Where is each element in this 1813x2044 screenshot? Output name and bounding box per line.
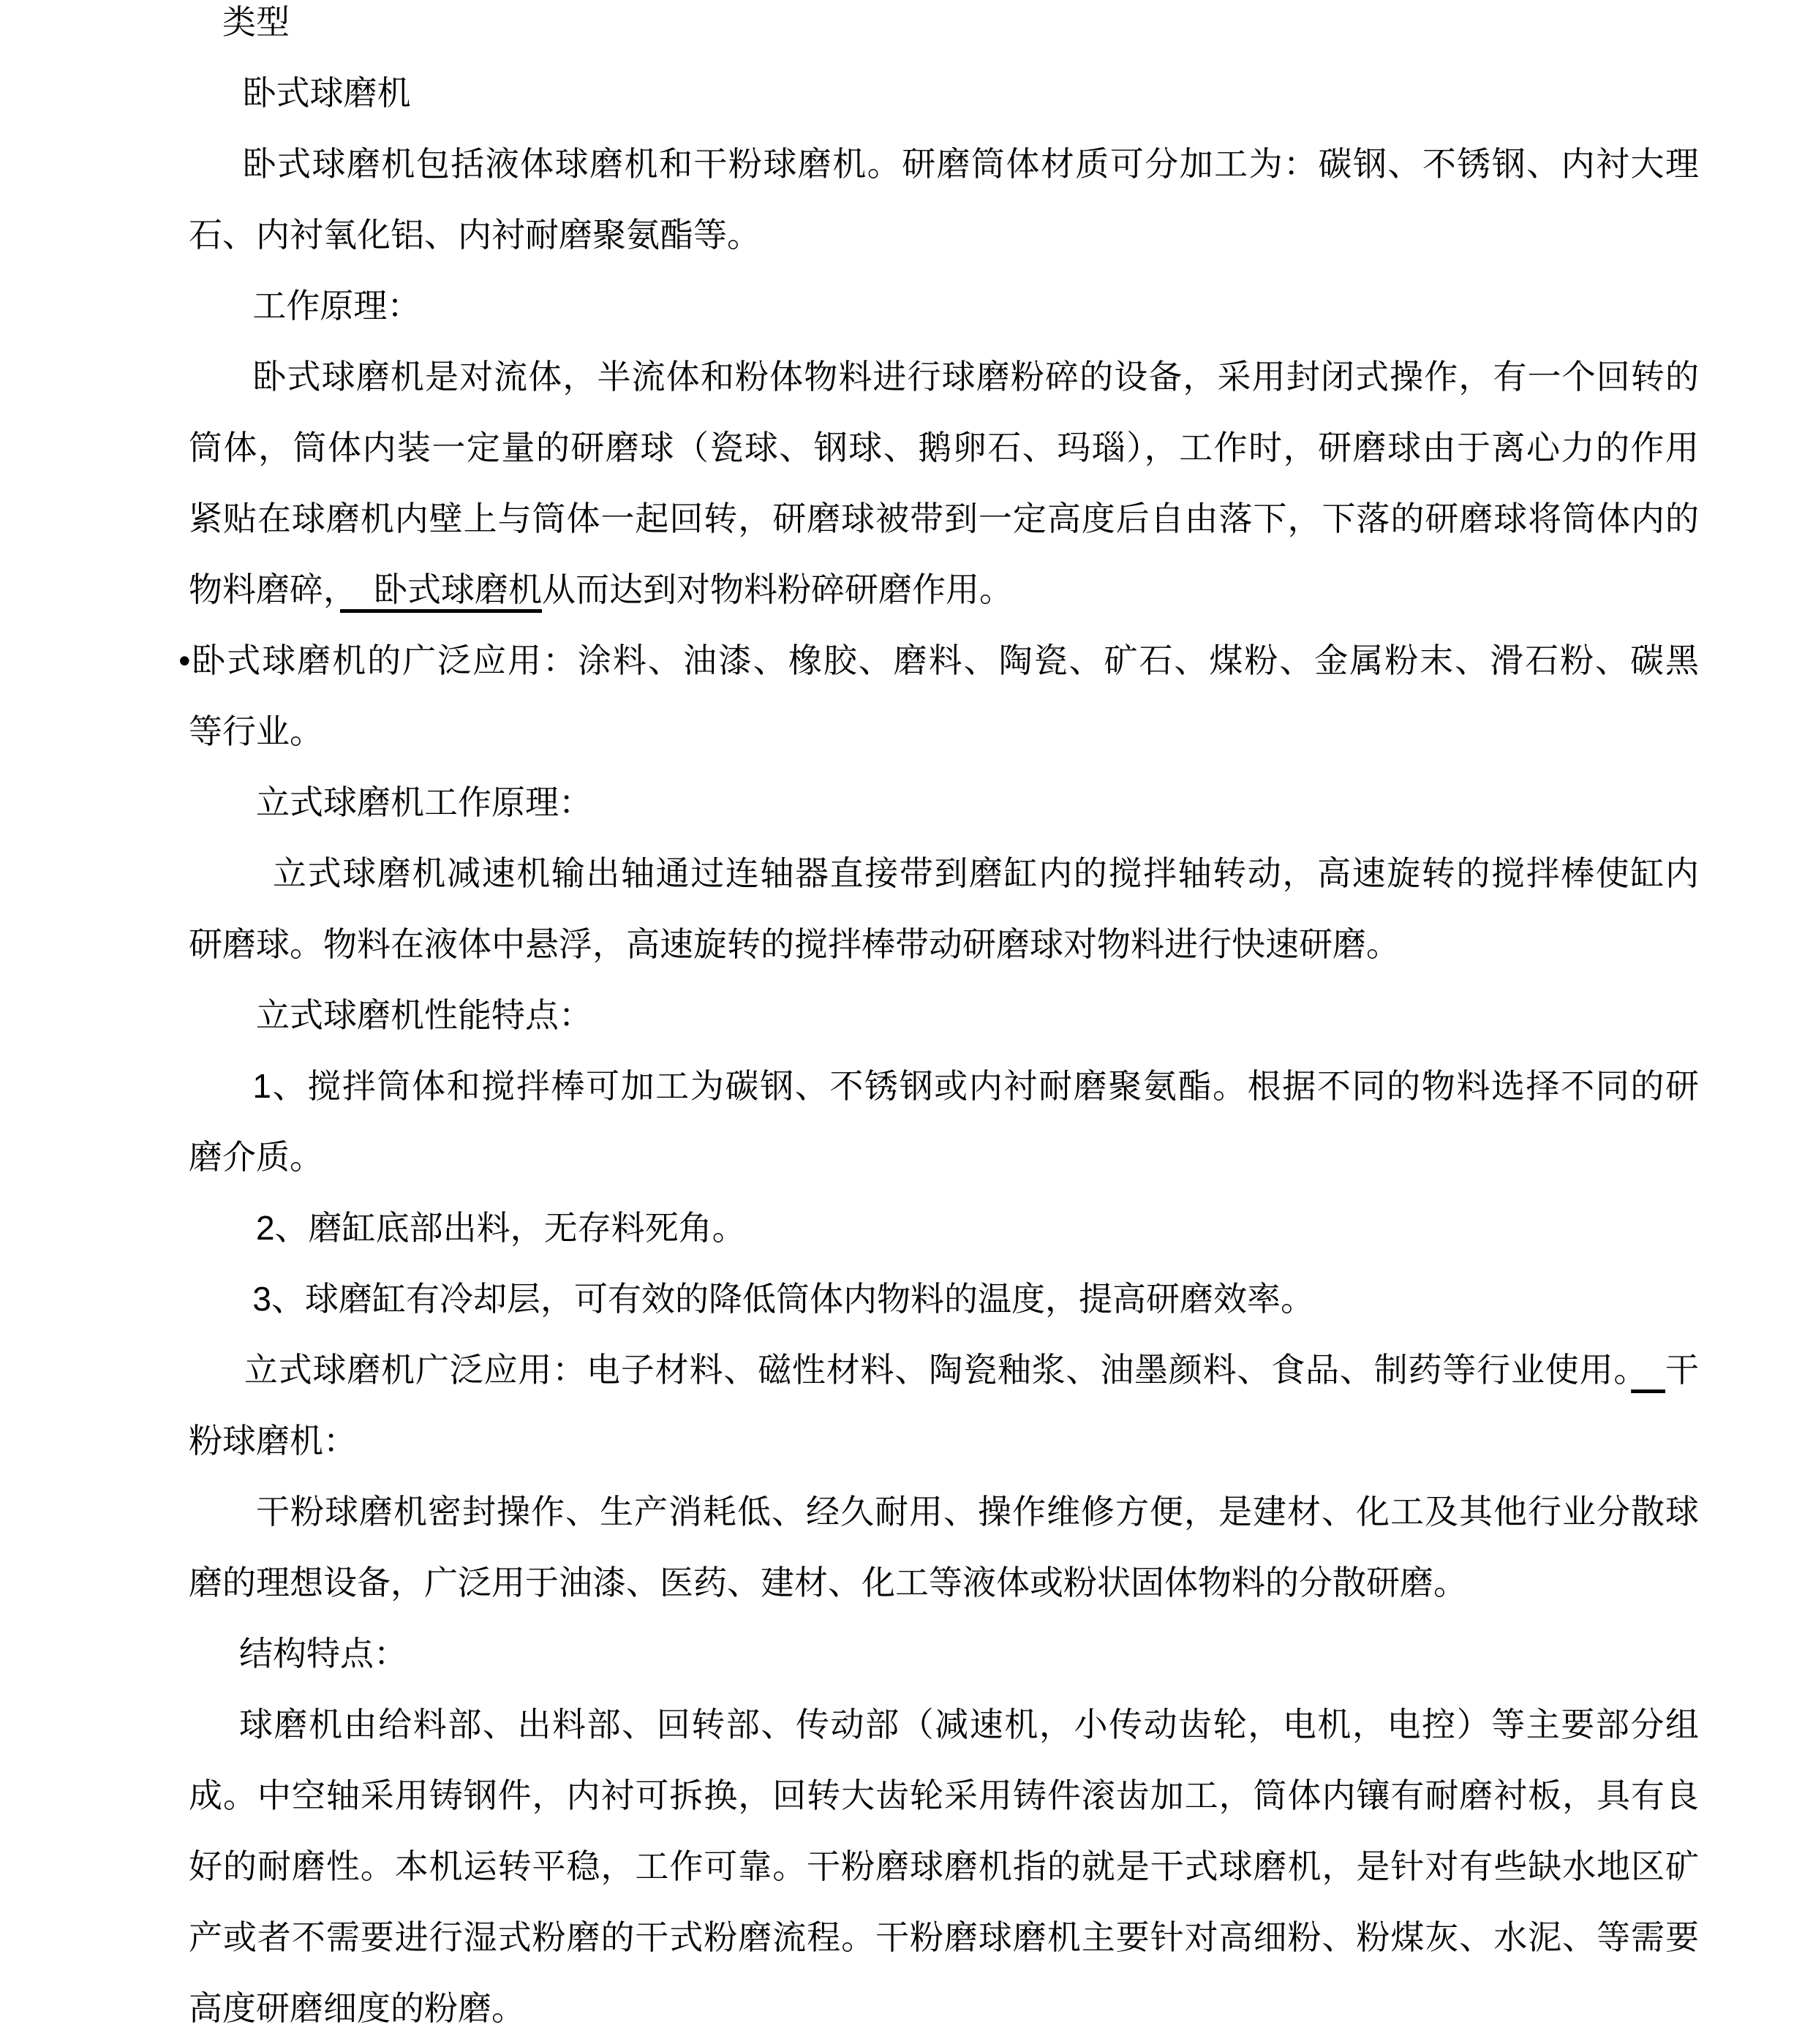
text-run: 从而达到对物料粉碎研磨作用。 [542,570,1013,608]
text-run: 类型 [222,3,290,41]
text-run: 物料磨碎， [189,570,340,608]
text-line [189,980,1699,1051]
text-line [189,200,1699,271]
text-run: 结构特点： [239,1634,407,1672]
text-run: 立式球磨机性能特点： [256,996,592,1034]
text-line [189,1335,1699,1406]
text-run: 磨介质。 [189,1138,323,1176]
text-run: 筒体，筒体内装一定量的研磨球（瓷球、钢球、鹅卵石、玛瑙），工作时，研磨球由于离心力的作用 [189,429,1699,467]
text-line [189,0,1699,58]
text-run: 成。中空轴采用铸钢件，内衬可拆换，回转大齿轮采用铸件滚齿加工，筒体内镶有耐磨衬板，具有良 [189,1776,1699,1814]
text-line [189,1760,1699,1831]
text-line [189,554,1699,625]
text-line [189,1689,1699,1760]
text-run: 立式球磨机工作原理： [256,783,592,821]
text-run: 3、球磨缸有冷却层，可有效的降低筒体内物料的温度，提高研磨效率。 [252,1280,1314,1318]
text-run: 卧式球磨机包括液体球磨机和干粉球磨机。研磨筒体材质可分加工为：碳钢、不锈钢、内衬大理 [242,145,1699,183]
underlined-text-run: 卧式球磨机 [340,570,542,608]
text-line [189,1902,1699,1973]
text-line [189,1406,1699,1477]
text-line [189,483,1699,554]
text-line [189,1547,1699,1618]
text-run: 磨的理想设备，广泛用于油漆、医药、建材、化工等液体或粉状固体物料的分散研磨。 [189,1564,1467,1602]
text-run: 粉球磨机： [189,1422,357,1460]
text-run: 等行业。 [189,712,323,750]
text-run: 卧式球磨机是对流体，半流体和粉体物料进行球磨粉碎的设备，采用封闭式操作，有一个回转的 [252,358,1699,396]
text-line [189,1831,1699,1902]
text-run: 石、内衬氧化铝、内衬耐磨聚氨酯等。 [189,216,761,254]
text-line [189,1618,1699,1689]
text-run: •卧式球磨机的广泛应用：涂料、油漆、橡胶、磨料、陶瓷、矿石、煤粉、金属粉末、滑石粉、碳黑 [178,641,1699,679]
text-line [189,412,1699,483]
text-run: 球磨机由给料部、出料部、回转部、传动部（减速机，小传动齿轮，电机，电控）等主要部分组 [239,1705,1699,1743]
text-line [178,625,1699,696]
text-run: 高度研磨细度的粉磨。 [189,1989,525,2027]
text-run: 立式球磨机广泛应用：电子材料、磁性材料、陶瓷釉浆、油墨颜料、食品、制药等行业使用。 [244,1351,1632,1389]
text-run: 紧贴在球磨机内壁上与筒体一起回转，研磨球被带到一定高度后自由落下，下落的研磨球将筒体内的 [189,499,1699,538]
text-run: 产或者不需要进行湿式粉磨的干式粉磨流程。干粉磨球磨机主要针对高细粉、粉煤灰、水泥、等需要 [189,1918,1699,1956]
text-line [189,1477,1699,1547]
text-run: 立式球磨机减速机输出轴通过连轴器直接带到磨缸内的搅拌轴转动，高速旋转的搅拌棒使缸内 [273,854,1699,892]
text-run: 工作原理： [252,287,421,325]
text-line [189,696,1699,767]
text-line [189,1193,1699,1264]
text-line [189,129,1699,200]
text-run: 2、磨缸底部出料，无存料死角。 [256,1209,746,1247]
text-line [189,1973,1699,2044]
text-run: 卧式球磨机 [242,74,411,112]
text-line [189,838,1699,909]
text-run: 干 [1665,1351,1700,1389]
text-run: 1、搅拌筒体和搅拌棒可加工为碳钢、不锈钢或内衬耐磨聚氨酯。根据不同的物料选择不同的研 [252,1067,1699,1105]
underlined-text-run [1631,1351,1665,1389]
text-run: 干粉球磨机密封操作、生产消耗低、经久耐用、操作维修方便，是建材、化工及其他行业分散球 [256,1493,1699,1531]
text-line [189,342,1699,412]
text-line [189,767,1699,838]
text-line [189,909,1699,980]
text-line [189,1051,1699,1122]
text-run: 研磨球。物料在液体中悬浮，高速旋转的搅拌棒带动研磨球对物料进行快速研磨。 [189,925,1400,963]
text-line [189,58,1699,129]
text-line [189,1122,1699,1193]
text-line [189,271,1699,342]
text-run: 好的耐磨性。本机运转平稳，工作可靠。干粉磨球磨机指的就是干式球磨机，是针对有些缺水地区矿 [189,1847,1699,1885]
text-line [189,1264,1699,1335]
